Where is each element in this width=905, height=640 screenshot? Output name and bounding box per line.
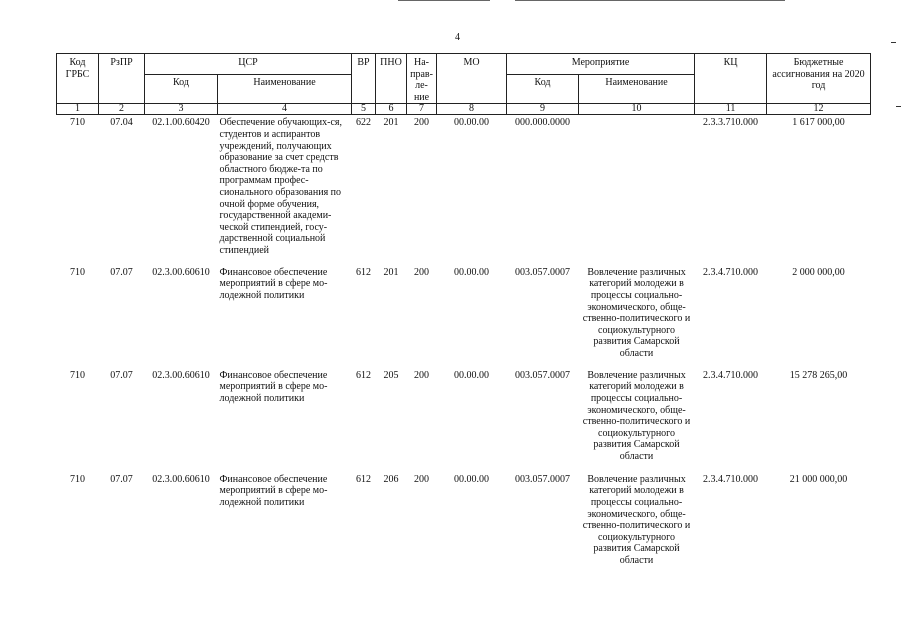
cell-vr: 612 <box>356 266 372 278</box>
cell-amount: 15 278 265,00 <box>789 369 848 381</box>
cell-amount: 1 617 000,00 <box>792 117 845 129</box>
table-row <box>57 265 871 368</box>
cell-mo: 00.00.00 <box>454 473 490 485</box>
cell-vr: 612 <box>356 473 372 485</box>
cell-csr-code: 02.3.00.60610 <box>152 369 210 381</box>
column-number: 9 <box>507 104 579 115</box>
header-csr: ЦСР <box>145 54 352 75</box>
cell-grbs: 710 <box>70 473 85 485</box>
cell-kc: 2.3.4.710.000 <box>703 473 759 485</box>
cell-csr-code: 02.3.00.60610 <box>152 266 210 278</box>
cell-mo: 00.00.00 <box>454 369 490 381</box>
cell-mo: 00.00.00 <box>454 117 490 129</box>
cell-rzpr: 07.04 <box>110 117 133 129</box>
top-edge-rule <box>515 0 785 1</box>
column-number: 11 <box>695 104 767 115</box>
column-number-row <box>57 104 871 115</box>
cell-pno: 201 <box>383 117 399 129</box>
cell-napr: 200 <box>414 117 430 129</box>
cell-napr: 200 <box>414 266 430 278</box>
header-kod-grbs: Код ГРБС <box>57 54 99 104</box>
cell-grbs: 710 <box>70 117 85 129</box>
column-number: 1 <box>57 104 99 115</box>
cell-mer-code: 003.057.0007 <box>515 473 571 485</box>
margin-mark <box>896 106 901 107</box>
column-number: 12 <box>767 104 871 115</box>
header-kc: КЦ <box>695 54 767 104</box>
page-number: 4 <box>455 32 460 43</box>
header-mer-name: Наименование <box>579 75 695 104</box>
cell-pno: 201 <box>383 266 399 278</box>
column-number: 7 <box>407 104 437 115</box>
margin-mark <box>891 42 896 43</box>
column-number: 4 <box>218 104 352 115</box>
column-number: 5 <box>352 104 376 115</box>
header-csr-name: Наименование <box>218 75 352 104</box>
column-number: 8 <box>437 104 507 115</box>
column-number: 3 <box>145 104 218 115</box>
table-row <box>57 472 871 567</box>
header-rzpr: РзПР <box>99 54 145 104</box>
header-meropriyatie: Мероприятие <box>507 54 695 75</box>
cell-amount: 21 000 000,00 <box>789 473 848 485</box>
cell-mer-name <box>579 115 695 265</box>
cell-csr-name: Обеспечение обучающих-ся, студентов и аспирантов учреждений, получающих образование за счет средств областного бюдже-та по программам профес-сионального образования по очной форме обучения, государственной академи-ческой стипендией, госу-дарственной социальной стипендией <box>219 117 343 256</box>
cell-csr-name: Финансовое обеспечение мероприятий в сфере мо-лодежной политики <box>219 369 328 405</box>
cell-kc: 2.3.4.710.000 <box>703 266 759 278</box>
cell-pno: 206 <box>383 473 399 485</box>
cell-vr: 622 <box>356 117 372 129</box>
cell-grbs: 710 <box>70 369 85 381</box>
column-number: 2 <box>99 104 145 115</box>
header-csr-kod: Код <box>145 75 218 104</box>
cell-csr-code: 02.1.00.60420 <box>152 117 210 129</box>
cell-mer-code: 000.000.0000 <box>515 117 571 129</box>
column-number: 6 <box>376 104 407 115</box>
budget-table <box>56 53 871 567</box>
header-napravlenie: На-прав-ле-ние <box>407 54 437 104</box>
cell-mer-code: 003.057.0007 <box>515 266 571 278</box>
cell-napr: 200 <box>414 473 430 485</box>
cell-mer-name: Вовлечение различных категорий молодежи в процессы социально-экономического, обще-ственно-политического и социокультурного развития Самарской области <box>582 369 691 463</box>
cell-rzpr: 07.07 <box>110 369 133 381</box>
header-budget: Бюджетные ассигнования на 2020 год <box>767 54 871 104</box>
cell-csr-code: 02.3.00.60610 <box>152 473 210 485</box>
header-mo: МО <box>437 54 507 104</box>
cell-grbs: 710 <box>70 266 85 278</box>
cell-mo: 00.00.00 <box>454 266 490 278</box>
table-row <box>57 368 871 472</box>
cell-mer-code: 003.057.0007 <box>515 369 571 381</box>
cell-kc: 2.3.4.710.000 <box>703 369 759 381</box>
cell-amount: 2 000 000,00 <box>792 266 845 278</box>
cell-rzpr: 07.07 <box>110 473 133 485</box>
cell-mer-name: Вовлечение различных категорий молодежи в процессы социально-экономического, обще-ственно-политического и социокультурного развития Самарской области <box>582 473 691 567</box>
cell-csr-name: Финансовое обеспечение мероприятий в сфере мо-лодежной политики <box>219 473 328 509</box>
cell-csr-name: Финансовое обеспечение мероприятий в сфере мо-лодежной политики <box>219 266 328 302</box>
table-row <box>57 115 871 265</box>
cell-rzpr: 07.07 <box>110 266 133 278</box>
cell-kc: 2.3.3.710.000 <box>703 117 759 129</box>
cell-pno: 205 <box>383 369 399 381</box>
header-mer-kod: Код <box>507 75 579 104</box>
top-edge-rule <box>398 0 490 1</box>
header-vr: ВР <box>352 54 376 104</box>
cell-vr: 612 <box>356 369 372 381</box>
cell-napr: 200 <box>414 369 430 381</box>
column-number: 10 <box>579 104 695 115</box>
header-pno: ПНО <box>376 54 407 104</box>
cell-mer-name: Вовлечение различных категорий молодежи в процессы социально-экономического, обще-ственно-политического и социокультурного развития Самарской области <box>582 266 691 360</box>
